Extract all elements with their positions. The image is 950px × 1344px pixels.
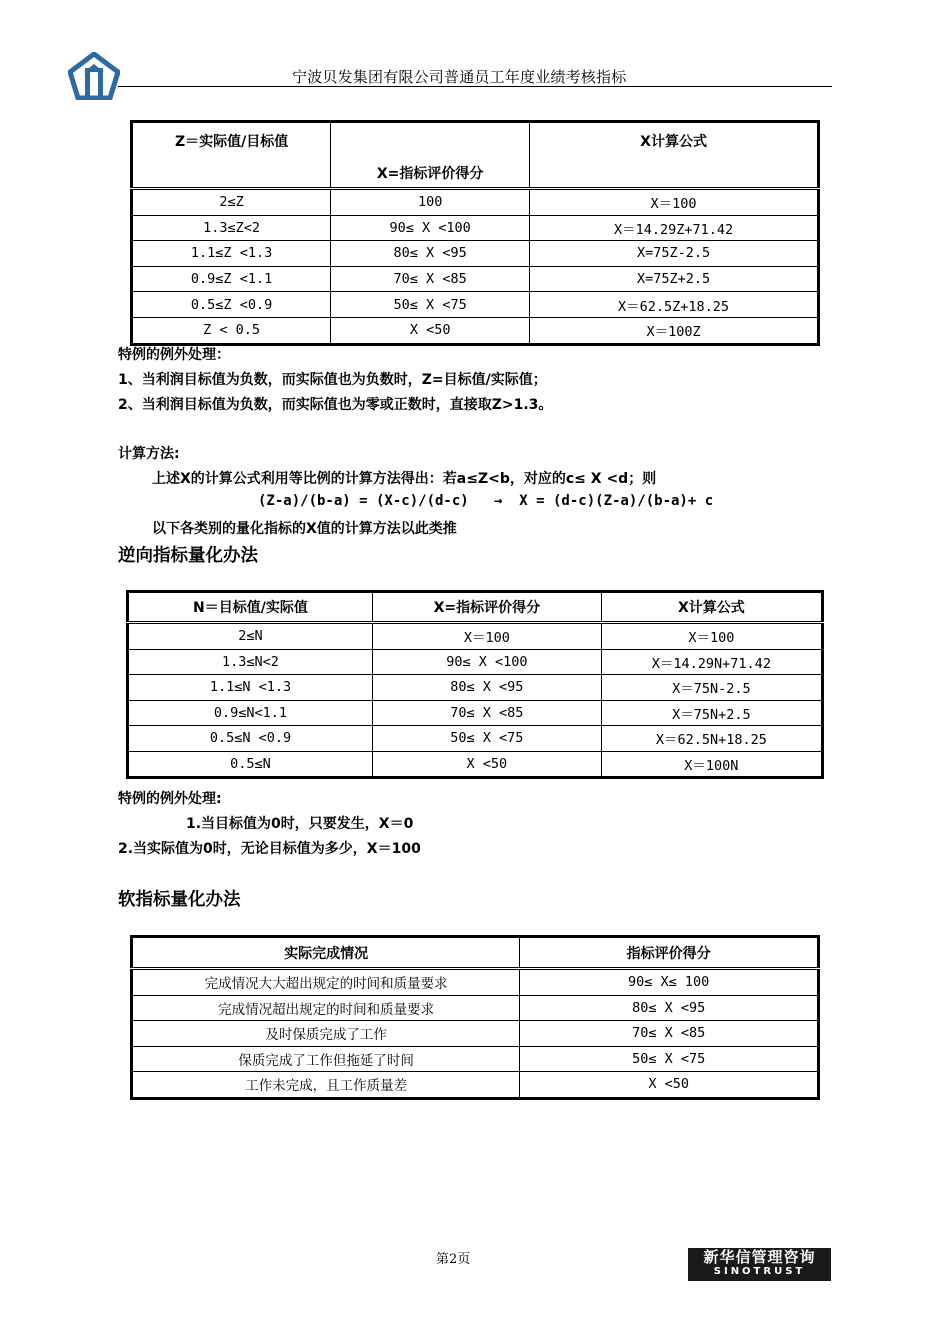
header-cell: X计算公式 (601, 592, 822, 623)
cell: 1.1≤Z <1.3 (132, 241, 331, 267)
cell: 2≤N (128, 623, 373, 650)
calc-formula: (Z-a)/(b-a) = (X-c)/(d-c) → X = (d-c)(Z-a)/(b-a)+ c (258, 493, 714, 509)
cell: 1.3≤Z<2 (132, 215, 331, 241)
exceptions-title: 特例的例外处理: (118, 791, 222, 807)
cell: 80≤ X <95 (331, 241, 530, 267)
cell: X＝62.5Z+18.25 (530, 292, 819, 318)
header-cell: Z＝实际值/目标值 (132, 122, 331, 189)
table-row (132, 1021, 819, 1047)
soft-indicator-table (130, 935, 820, 1100)
cell: 90≤ X <100 (331, 215, 530, 241)
cell: 工作未完成，且工作质量差 (132, 1072, 520, 1099)
table-row (132, 189, 819, 216)
cell: X＝75N+2.5 (601, 700, 822, 726)
cell: 50≤ X <75 (331, 292, 530, 318)
cell: 50≤ X <75 (520, 1046, 819, 1072)
cell: 1.1≤N <1.3 (128, 675, 373, 701)
cell: X <50 (372, 751, 601, 778)
page-number: 第2页 (436, 1252, 471, 1267)
brand-name-cn: 新华信管理咨询 (703, 1248, 816, 1266)
exception-item: 2.当实际值为0时，无论目标值为多少，X＝100 (118, 841, 421, 857)
cell: X＝14.29Z+71.42 (530, 215, 819, 241)
cell: 完成情况大大超出规定的时间和质量要求 (132, 969, 520, 996)
cell: 70≤ X <85 (372, 700, 601, 726)
cell: X＝62.5N+18.25 (601, 726, 822, 752)
cell: X <50 (520, 1072, 819, 1099)
cell: X <50 (331, 317, 530, 344)
table-row (128, 675, 823, 701)
calc-title: 计算方法: (118, 446, 180, 462)
cell: X=75Z-2.5 (530, 241, 819, 267)
cell: 100 (331, 189, 530, 216)
cell: 90≤ X≤ 100 (520, 969, 819, 996)
cell: 70≤ X <85 (520, 1021, 819, 1047)
cell: 2≤Z (132, 189, 331, 216)
cell: X＝100 (372, 623, 601, 650)
brand-name-en: SINOTRUST (713, 1266, 806, 1277)
calc-note: 以下各类别的量化指标的X值的计算方法以此类推 (152, 521, 457, 537)
table-row (132, 215, 819, 241)
table-row (132, 969, 819, 996)
cell: 80≤ X <95 (520, 995, 819, 1021)
table-row (128, 649, 823, 675)
cell: 0.9≤N<1.1 (128, 700, 373, 726)
table-header-row (132, 937, 819, 969)
forward-indicator-table (130, 120, 820, 346)
cell: 1.3≤N<2 (128, 649, 373, 675)
cell: X＝100N (601, 751, 822, 778)
table-row (128, 751, 823, 778)
cell: X＝100 (601, 623, 822, 650)
exceptions-title: 特例的例外处理： (118, 347, 230, 363)
section-heading-soft: 软指标量化办法 (118, 890, 241, 910)
header-cell: X计算公式 (530, 122, 819, 189)
table-row (128, 623, 823, 650)
cell: 0.5≤N (128, 751, 373, 778)
table-row (128, 700, 823, 726)
cell: X＝75N-2.5 (601, 675, 822, 701)
cell: 保质完成了工作但拖延了时间 (132, 1046, 520, 1072)
cell: 完成情况超出规定的时间和质量要求 (132, 995, 520, 1021)
cell: X＝100 (530, 189, 819, 216)
cell: 及时保质完成了工作 (132, 1021, 520, 1047)
exception-item: 2、当利润目标值为负数，而实际值也为零或正数时，直接取Z>1.3。 (118, 397, 553, 413)
table-header-row (128, 592, 823, 623)
table-row (132, 1072, 819, 1099)
header-cell: 实际完成情况 (132, 937, 520, 969)
cell: 80≤ X <95 (372, 675, 601, 701)
cell: X＝100Z (530, 317, 819, 344)
cell: 90≤ X <100 (372, 649, 601, 675)
table-header-row (132, 122, 819, 189)
header-cell: N＝目标值/实际值 (128, 592, 373, 623)
exception-item: 1、当利润目标值为负数，而实际值也为负数时，Z=目标值/实际值； (118, 372, 547, 388)
document-header-title: 宁波贝发集团有限公司普通员工年度业绩考核指标 (292, 68, 627, 86)
cell: 0.5≤Z <0.9 (132, 292, 331, 318)
cell: X＝14.29N+71.42 (601, 649, 822, 675)
sinotrust-logo (688, 1248, 831, 1281)
calc-description: 上述X的计算公式利用等比例的计算方法得出：若a≤Z<b，对应的c≤ X <d；则 (152, 471, 657, 487)
table-row (132, 1046, 819, 1072)
exception-item: 1.当目标值为0时，只要发生，X＝0 (186, 816, 414, 832)
table-row (132, 317, 819, 344)
cell: 50≤ X <75 (372, 726, 601, 752)
table-row (132, 995, 819, 1021)
cell: 0.9≤Z <1.1 (132, 266, 331, 292)
section-heading-reverse: 逆向指标量化办法 (118, 546, 258, 566)
company-logo-icon (68, 52, 120, 100)
header-divider (118, 86, 832, 87)
cell: X=75Z+2.5 (530, 266, 819, 292)
table-row (132, 292, 819, 318)
cell: Z < 0.5 (132, 317, 331, 344)
cell: 70≤ X <85 (331, 266, 530, 292)
cell: 0.5≤N <0.9 (128, 726, 373, 752)
table-row (132, 266, 819, 292)
table-row (132, 241, 819, 267)
header-cell: X=指标评价得分 (331, 122, 530, 189)
header-cell: 指标评价得分 (520, 937, 819, 969)
reverse-indicator-table (126, 590, 824, 779)
table-row (128, 726, 823, 752)
header-cell: X=指标评价得分 (372, 592, 601, 623)
